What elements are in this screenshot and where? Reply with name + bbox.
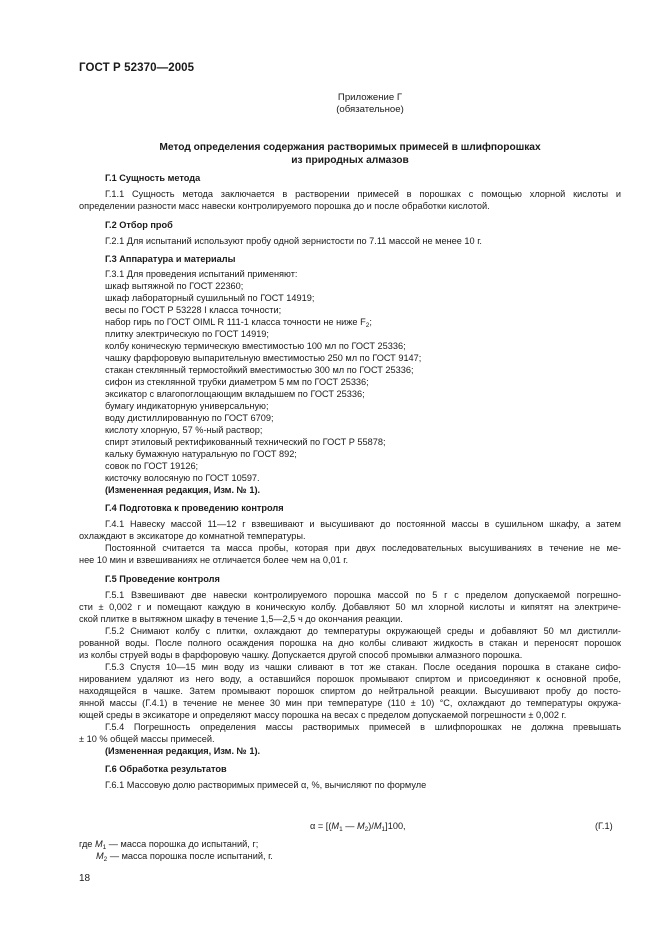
paragraph-line: Г.2.1 Для испытаний используют пробу одной зернистости по 7.11 массой не менее 10 г.	[105, 236, 482, 246]
paragraph-line: Г.4.1 Навеску массой 11—12 г взвешивают и высушивают до постоянной массы в сушильном шкафу, а затем	[105, 519, 621, 529]
equipment-item: эксикатор с влагопоглощающим вкладышем по ГОСТ 25336;	[105, 389, 365, 399]
equipment-item: кислоту хлорную, 57 %-ный раствор;	[105, 425, 263, 435]
equipment-item: плитку электрическую по ГОСТ 14919;	[105, 329, 269, 339]
paragraph-line: определении разности масс навески контролируемого порошка до и после обработки кислотой.	[79, 201, 490, 211]
equipment-item: совок по ГОСТ 19126;	[105, 461, 199, 471]
equipment-item: набор гирь по ГОСТ OIML R 111-1 класса точности не ниже $F_2$;	[105, 317, 372, 329]
paragraph-line: ской плитке в вытяжном шкафу в течение 1,5—2,5 ч до окончания реакции.	[79, 614, 403, 624]
equipment-item: спирт этиловый ректификованный технический по ГОСТ Р 55878;	[105, 437, 386, 447]
section-heading-g4: Г.4 Подготовка к проведению контроля	[105, 503, 284, 513]
equipment-item: кисточку волосяную по ГОСТ 10597.	[105, 473, 260, 483]
equipment-item: воду дистиллированную по ГОСТ 6709;	[105, 413, 274, 423]
paragraph-line: нированием удаляют из него воду, а оставшийся порошок промывают спиртом и присоединяют к основной пробе,	[79, 674, 621, 684]
section-heading-g1: Г.1 Сущность метода	[105, 173, 201, 183]
where-line-m1: где $M_1$ — масса порошка до испытаний, г;	[79, 839, 259, 851]
paragraph-line: янной массы (Г.4.1) в течение не менее 30 мин при температуре (110 ± 10) °С, охлаждают до температуры окружа-	[79, 698, 621, 708]
paragraph-line: Г.5.1 Взвешивают две навески контролируемого порошка массой по 5 г с пределом допускаемой погрешно-	[105, 590, 621, 600]
equipment-item: кальку бумажную натуральную по ГОСТ 892;	[105, 449, 297, 459]
paragraph-line: охлаждают в эксикаторе до комнатной температуры.	[79, 531, 306, 541]
equipment-item: чашку фарфоровую выпарительную вместимостью 250 мл по ГОСТ 9147;	[105, 353, 422, 363]
equipment-item: шкаф вытяжной по ГОСТ 22360;	[105, 281, 244, 291]
paragraph-line: Г.6.1 Массовую долю растворимых примесей α, %, вычисляют по формуле	[105, 780, 427, 790]
paragraph-line: Г.5.2 Снимают колбу с плитки, охлаждают до температуры окружающей среды и добавляют 50 мл дистилли-	[105, 626, 621, 636]
section-heading-g6: Г.6 Обработка результатов	[105, 764, 227, 774]
equipment-item: бумагу индикаторную универсальную;	[105, 401, 269, 411]
section-heading-g2: Г.2 Отбор проб	[105, 220, 173, 230]
equipment-item: шкаф лабораторный сушильный по ГОСТ 14919;	[105, 293, 315, 303]
equipment-item: стакан стеклянный термостойкий вместимостью 300 мл по ГОСТ 25336;	[105, 365, 414, 375]
paragraph-line: из колбы струей воды в фарфоровую чашку. Допускается другой способ промывки алмазного порошка.	[79, 650, 523, 660]
paragraph-line: нее 10 мин и взвешиваниях не отличается более чем на 0,01 г.	[79, 555, 349, 565]
standard-header: ГОСТ Р 52370—2005	[79, 62, 195, 74]
paragraph-line: ющей среды в эксикаторе и определяют массу порошка на весах с пределом допускаемой погрешности ± 0,002 г.	[79, 710, 567, 720]
where-line-m2: $M_2$ — масса порошка после испытаний, г.	[96, 851, 273, 863]
paragraph-line: Постоянной считается та масса пробы, которая при двух последовательных высушиваниях в течение не ме-	[105, 543, 621, 553]
paragraph-line: рованной воды. После полного осаждения порошка на дно колбы сливают жидкость в стакан и переносят порошок	[79, 638, 621, 648]
paragraph-line: Г.1.1 Сущность метода заключается в растворении примесей в порошках с помощью хлорной кислоты и	[105, 189, 621, 199]
equipment-item: весы по ГОСТ Р 53228 I класса точности;	[105, 305, 282, 315]
equipment-item: сифон из стеклянной трубки диаметром 5 мм по ГОСТ 25336;	[105, 377, 369, 387]
formula-number: (Г.1)	[595, 821, 613, 831]
paragraph-line: ± 10 % общей массы примесей.	[79, 734, 215, 744]
page-number: 18	[79, 873, 91, 884]
paragraph-line: Г.5.4 Погрешность определения массы растворимых примесей в шлифпорошках не должна превышать	[105, 722, 621, 732]
appendix-status: (обязательное)	[336, 104, 404, 115]
document-title-line2: из природных алмазов	[291, 155, 409, 166]
equipment-item: колбу коническую термическую вместимостью 100 мл по ГОСТ 25336;	[105, 341, 406, 351]
paragraph-line: Г.3.1 Для проведения испытаний применяют:	[105, 269, 298, 279]
paragraph-line: Г.5.3 Спустя 10—15 мин воду из чашки сливают в тот же стакан. После оседания порошка в стакане сифо-	[105, 662, 621, 672]
paragraph-line: сти ± 0,002 г и помещают каждую в коническую колбу. Добавляют 50 мл хлорной кислоты и кипятят на электриче-	[79, 602, 621, 612]
revision-note: (Измененная редакция, Изм. № 1).	[105, 746, 261, 756]
document-title-line1: Метод определения содержания растворимых примесей в шлифпорошках	[159, 142, 541, 153]
paragraph-line: находящейся в чашке. Затем промывают порошок спиртом до нейтральной реакции. Высушивают пробу до посто-	[79, 686, 621, 696]
revision-note: (Измененная редакция, Изм. № 1).	[105, 485, 261, 495]
formula-g1: $\alpha = [(M_1$ — $M_2)/M_1]100$,	[310, 821, 406, 833]
appendix-title: Приложение Г	[337, 92, 403, 103]
section-heading-g3: Г.3 Аппаратура и материалы	[105, 254, 236, 264]
section-heading-g5: Г.5 Проведение контроля	[105, 574, 220, 584]
